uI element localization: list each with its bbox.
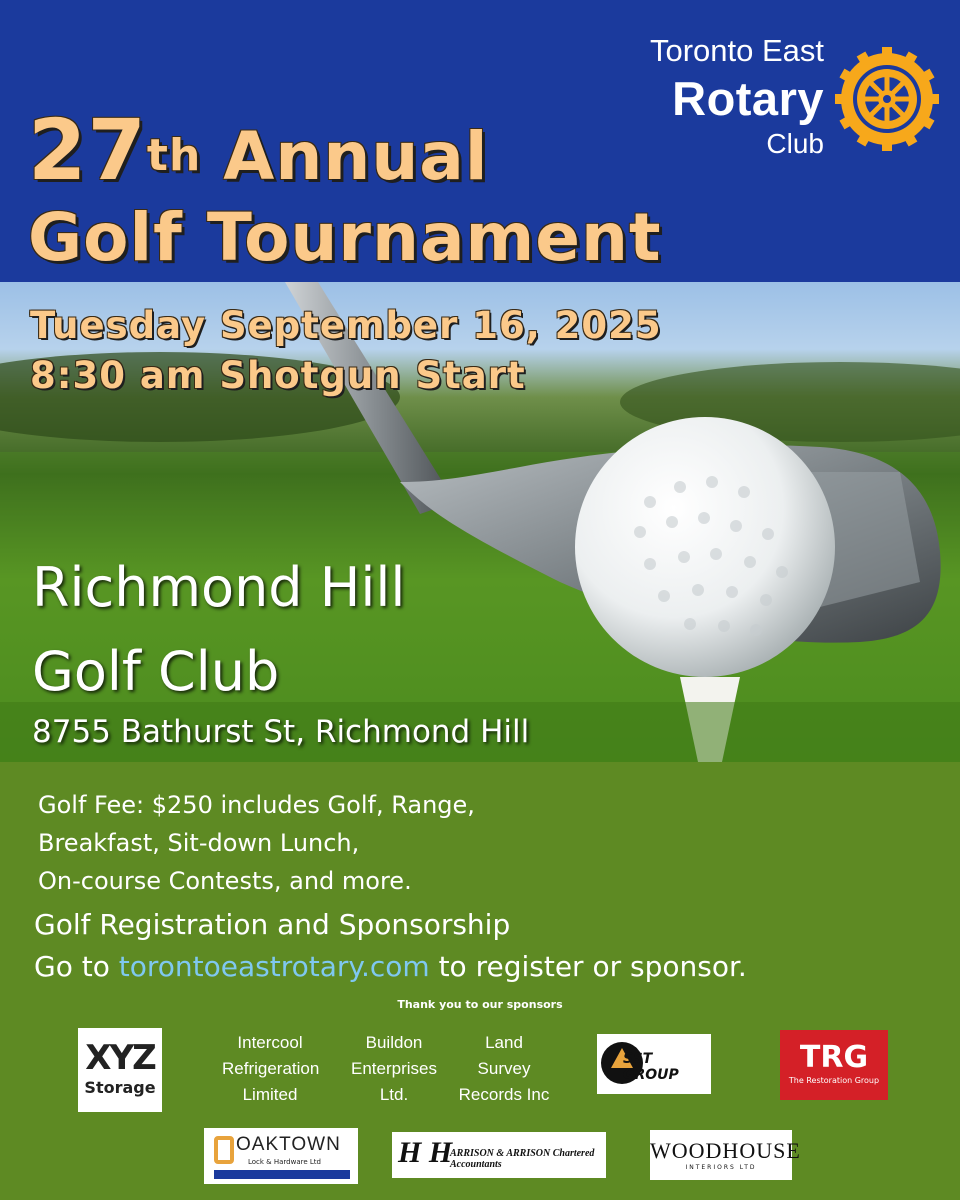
fee-line3: On-course Contests, and more.: [38, 867, 412, 895]
xyz-storage-logo: [78, 1028, 162, 1112]
intercool-line2: Refrigeration: [222, 1059, 320, 1078]
xyz-label: Storage: [84, 1078, 156, 1097]
buildon-line2: Enterprises: [351, 1059, 437, 1078]
registration-prefix: Go to: [34, 950, 110, 983]
woodhouse-label: WOODHOUSE: [650, 1138, 801, 1163]
club-name: [650, 30, 824, 162]
woodhouse-logo: [650, 1130, 801, 1180]
trg-logo: [780, 1030, 888, 1100]
venue-name-line1: Richmond Hill: [32, 556, 406, 619]
sst-label: SST GROUP: [623, 1051, 679, 1083]
venue-name-line2: Golf Club: [32, 640, 280, 703]
woodhouse-subtitle: INTERIORS LTD: [685, 1164, 757, 1171]
land-line3: Records Inc: [458, 1085, 550, 1104]
edition-number: 27: [28, 101, 147, 199]
buildon-line1: Buildon: [365, 1033, 423, 1052]
fee-line2: Breakfast, Sit-down Lunch,: [38, 829, 360, 857]
registration-suffix: to register or sponsor.: [438, 950, 747, 983]
oaktown-subtitle: Lock & Hardware Ltd: [248, 1158, 321, 1166]
venue-address: 8755 Bathurst St, Richmond Hill: [32, 714, 530, 750]
rotary-international-wheel-icon: [833, 45, 941, 153]
oaktown-logo: [204, 1128, 358, 1184]
land-line1: Land: [485, 1033, 523, 1052]
registration-info: [34, 904, 934, 988]
harrison-logo: [392, 1132, 606, 1178]
sst-group-logo: [597, 1034, 711, 1094]
annual-word: Annual: [223, 118, 489, 195]
golf-photo: [0, 282, 960, 762]
sponsors-heading: Thank you to our sponsors: [397, 998, 563, 1011]
xyz-mark: XYZ: [85, 1038, 155, 1078]
club-name-line1: Toronto East: [649, 33, 824, 68]
harrison-mark: H H: [398, 1136, 453, 1169]
oaktown-label: OAKTOWN: [236, 1134, 341, 1155]
intercool-sponsor: [222, 1030, 318, 1108]
registration-heading: Golf Registration and Sponsorship: [34, 908, 511, 941]
event-title-line2: Golf Tournament: [28, 199, 662, 276]
buildon-line3: Ltd.: [379, 1085, 409, 1104]
registration-instruction: [34, 946, 934, 988]
lock-icon: [214, 1136, 234, 1164]
harrison-subtitle: ARRISON & ARRISON Chartered Accountants: [450, 1148, 595, 1170]
event-date: Tuesday September 16, 2025: [30, 304, 662, 347]
oaktown-bar: [214, 1170, 350, 1179]
land-survey-sponsor: [458, 1030, 550, 1108]
golf-fee-details: [38, 786, 638, 900]
club-name-line3: Club: [766, 128, 824, 159]
info-band: [0, 762, 960, 1200]
fee-line1: Golf Fee: $250 includes Golf, Range,: [38, 791, 475, 819]
trg-label: TRG: [799, 1040, 869, 1075]
intercool-line3: Limited: [242, 1085, 298, 1104]
event-title-line1: [28, 100, 488, 207]
edition-suffix: th: [146, 130, 202, 181]
trg-subtitle: The Restoration Group: [788, 1076, 880, 1085]
event-start-time: 8:30 am Shotgun Start: [30, 354, 526, 397]
club-name-line2: Rotary: [672, 72, 824, 125]
website-link[interactable]: torontoeastrotary.com: [118, 950, 430, 983]
header-band: [0, 0, 960, 282]
intercool-line1: Intercool: [237, 1033, 303, 1052]
land-line2: Survey: [477, 1059, 531, 1078]
buildon-sponsor: [348, 1030, 440, 1108]
